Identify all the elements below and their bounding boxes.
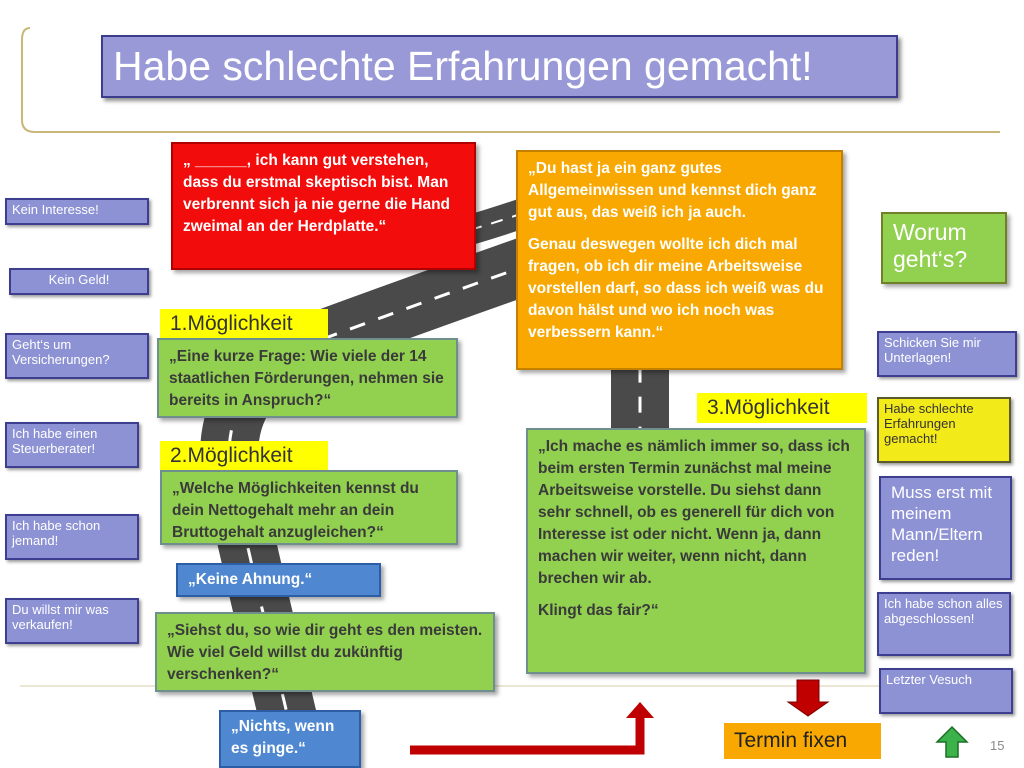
objection-letzter-versuch[interactable]: Letzter Vesuch bbox=[879, 668, 1013, 714]
answer-siehst-du: „Siehst du, so wie dir geht es den meisten. Wie viel Geld willst du zukünftig verschenken?“ bbox=[155, 612, 495, 692]
objection-schlechte-erfahrungen[interactable]: Habe schlechte Erfahrungen gemacht! bbox=[877, 397, 1011, 463]
objection-alles-abgeschlossen[interactable]: Ich habe schon alles abgeschlossen! bbox=[877, 592, 1011, 656]
possibility-3-paragraph-2: Klingt das fair?“ bbox=[538, 602, 659, 619]
possibility-3-text bbox=[526, 428, 866, 674]
possibility-2-text: „Welche Möglichkeiten kennst du dein Nettogehalt mehr an dein Bruttogehalt anzugleichen?“ bbox=[160, 470, 458, 545]
termin-fixen-button[interactable]: Termin fixen bbox=[724, 723, 881, 759]
possibility-2-label: 2.Möglichkeit bbox=[160, 441, 328, 471]
objection-versicherungen[interactable]: Geht‘s um Versicherungen? bbox=[5, 333, 149, 379]
up-arrow-icon[interactable] bbox=[934, 724, 970, 760]
possibility-1-label: 1.Möglichkeit bbox=[160, 309, 328, 339]
empathy-statement-box: „ ______, ich kann gut verstehen, dass du erstmal skeptisch bist. Man verbrennt sich ja nie gerne die Hand zweimal an der Herdplatte.“ bbox=[171, 142, 476, 270]
page-number: 15 bbox=[990, 738, 1005, 753]
possibility-3-label: 3.Möglichkeit bbox=[697, 393, 867, 423]
compliment-statement-box bbox=[516, 150, 843, 370]
objection-mann-eltern[interactable]: Muss erst mit meinem Mann/Eltern reden! bbox=[879, 476, 1012, 580]
objection-unterlagen[interactable]: Schicken Sie mir Unterlagen! bbox=[877, 331, 1017, 377]
page-title: Habe schlechte Erfahrungen gemacht! bbox=[101, 35, 898, 98]
possibility-3-paragraph-1: „Ich mache es nämlich immer so, dass ich beim ersten Termin zunächst mal meine Arbeitsweise vorstelle. Du siehst dann sehr schnell, ob es generell für dich von Interesse ist oder nicht. Wenn ja, dann machen wir weiter, wenn nicht, dann brechen wir ab. bbox=[538, 438, 850, 587]
objection-kein-interesse[interactable]: Kein Interesse! bbox=[5, 198, 149, 225]
answer-nichts: „Nichts, wenn es ginge.“ bbox=[219, 710, 361, 768]
answer-keine-ahnung: „Keine Ahnung.“ bbox=[176, 563, 381, 597]
objection-worum-gehts[interactable]: Worum geht‘s? bbox=[881, 212, 1007, 284]
compliment-paragraph-2: Genau deswegen wollte ich dich mal fragen, ob ich dir meine Arbeitsweise vorstellen darf, so dass ich weiß was du davon hälst und wo ich noch was verbessern kann.“ bbox=[528, 236, 824, 341]
objection-steuerberater[interactable]: Ich habe einen Steuerberater! bbox=[5, 422, 139, 468]
objection-verkaufen[interactable]: Du willst mir was verkaufen! bbox=[5, 598, 139, 644]
compliment-paragraph-1: „Du hast ja ein ganz gutes Allgemeinwissen und kennst dich ganz gut aus, das weiß ich ja auch. bbox=[528, 160, 817, 221]
possibility-1-text: „Eine kurze Frage: Wie viele der 14 staatlichen Förderungen, nehmen sie bereits in Anspruch?“ bbox=[157, 338, 458, 418]
objection-kein-geld[interactable]: Kein Geld! bbox=[9, 268, 149, 295]
objection-schon-jemand[interactable]: Ich habe schon jemand! bbox=[5, 514, 139, 560]
